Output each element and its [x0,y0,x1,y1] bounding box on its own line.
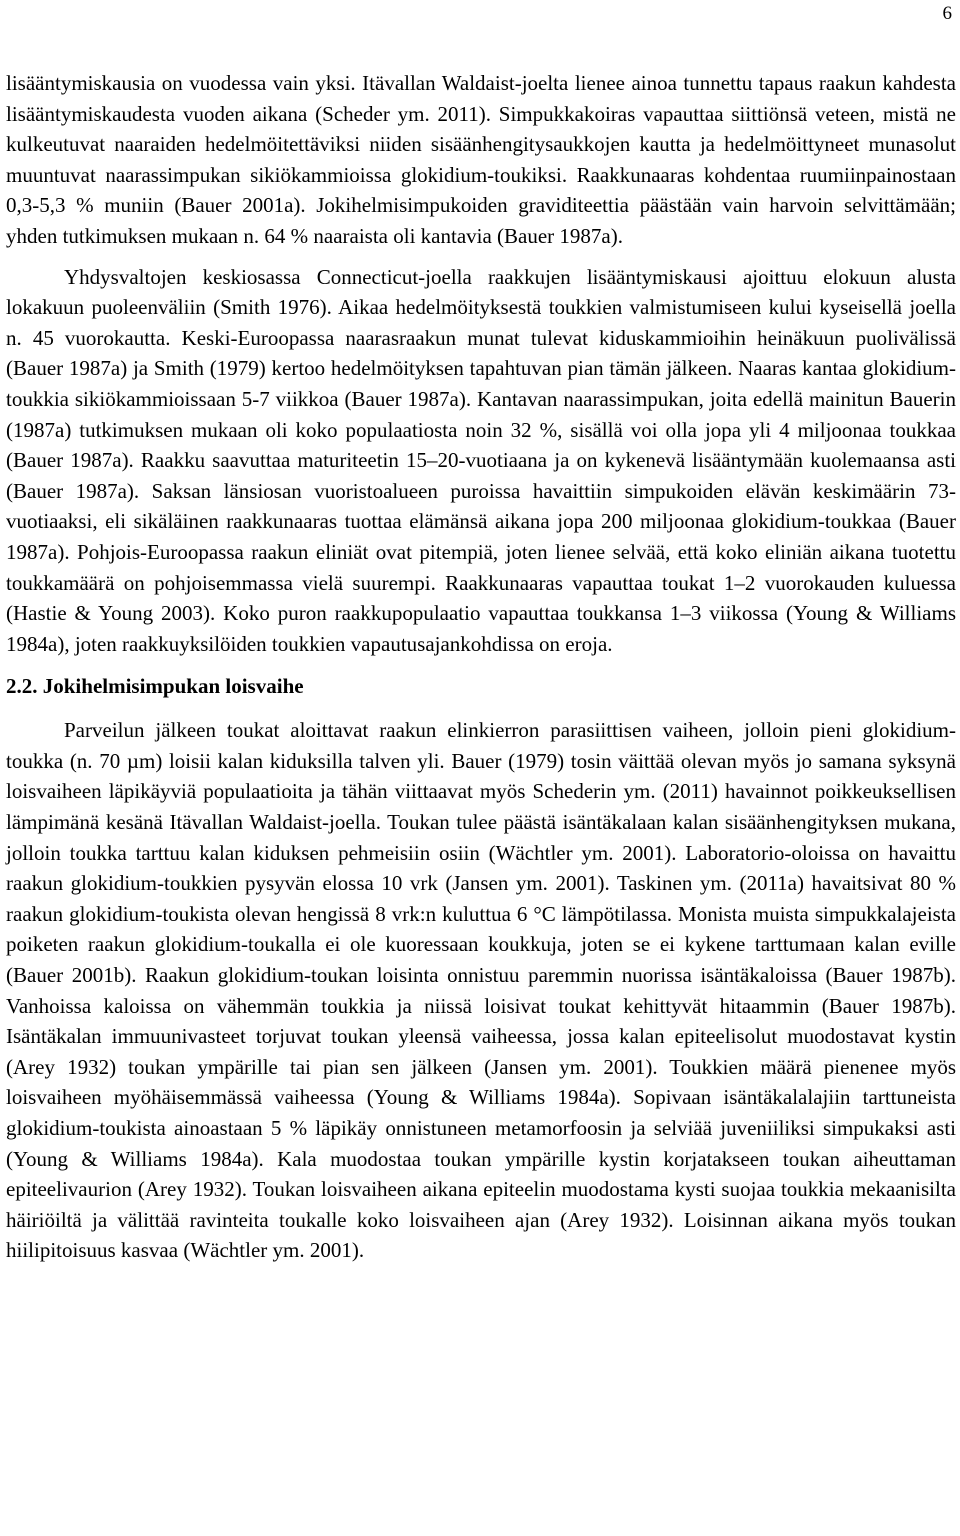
section-spacer [6,659,956,671]
document-body [6,68,956,1266]
paragraph-parasitic-phase: Parveilun jälkeen toukat aloittavat raakun elinkierron parasiittisen vaiheen, jolloin pieni glokidium-toukka (n. 70 µm) loisii kalan kiduksilla talven yli. Bauer (1979) tosin väittää olevan myös jo samana syksynä loisvaiheen läpikäyviä populaatioita ja tähän viittaavat myös Schederin ym. (2011) havainnot poikkeuksellisen lämpimänä kesänä Itävallan Waldaist-joella. Toukan tulee päästä isäntäkalaan kalan sisäänhengityksen mukana, jolloin toukka tarttuu kalan kiduksen pehmeisiin osiin (Wächtler ym. 2001). Laboratorio-oloissa on havaittu raakun glokidium-toukkien pysyvän elossa 10 vrk (Jansen ym. 2001). Taskinen ym. (2011a) havaitsivat 80 % raakun glokidium-toukista olevan hengissä 8 vrk:n kuluttua 6 °C lämpötilassa. Monista muista simpukkalajeista poiketen raakun glokidium-toukalla ei ole kuoressaan koukkuja, joten se ei kykene tarttumaan kalan eville (Bauer 2001b). Raakun glokidium-toukan loisinta onnistuu paremmin nuorissa isäntäkaloissa (Bauer 1987b). Vanhoissa kaloissa on vähemmän toukkia ja niissä loisivat toukat kehittyvät hitaammin (Bauer 1987b). Isäntäkalan immuunivasteet torjuvat toukan yleensä vaiheessa, jossa kalan epiteelisolut muodostavat kystin (Arey 1932) toukan ympärille tai pian sen jälkeen (Jansen ym. 2001). Toukkien määrä pienenee myös loisvaiheen myöhäisemmässä vaiheessa (Young & Williams 1984a). Sopivaan isäntäkalalajiin tarttuneista glokidium-toukista ainoastaan 5 % läpikäy onnistuneen metamorfoosin ja selviää juveniiliksi simpukaksi asti (Young & Williams 1984a). Kala muodostaa toukan ympärille kystin korjatakseen toukan aiheuttaman epiteelivaurion (Arey 1932). Toukan loisvaiheen aikana epiteelin muodostama kysti suojaa toukkia mekaanisilta häiriöiltä ja välittää ravinteita toukalle koko loisvaiheen ajan (Arey 1932). Loisinnan aikana myös toukan hiilipitoisuus kasvaa (Wächtler ym. 2001). [6,718,956,1263]
paragraph-spacer [6,252,956,262]
page-number: 6 [942,3,952,24]
section-heading: 2.2. Jokihelmisimpukan loisvaihe [6,674,304,699]
heading-spacer [6,701,956,715]
paragraph-reproduction: Yhdysvaltojen keskiosassa Connecticut-joella raakkujen lisääntymiskausi ajoittuu elokuun alusta lokakuun puoleenväliin (Smith 1976). Aikaa hedelmöityksestä toukkien valmistumiseen kului kyseisellä joella n. 45 vuorokautta. Keski-Euroopassa naarasraakun munat tulevat kiduskammioihin heinäkuun puolivälissä (Bauer 1987a) ja Smith (1979) kertoo hedelmöityksen tapahtuvan pian tämän jälkeen. Naaras kantaa glokidium-toukkia sikiökammioissaan 5-7 viikkoa (Bauer 1987a). Kantavan naarassimpukan, joita edellä mainitun Bauerin (1987a) tutkimuksen mukaan oli koko populaatiosta noin 32 %, sisällä voi olla jopa yli 4 miljoonaa toukkaa (Bauer 1987a). Raakku saavuttaa maturiteetin 15–20-vuotiaana ja on kykenevä lisääntymään kuolemaansa asti (Bauer 1987a). Saksan länsiosan vuoristoalueen puroissa havaittiin simpukoiden elävän keskimäärin 73-vuotiaaksi, eli sikäläinen raakkunaaras tuottaa elämänsä aikana jopa 200 miljoonaa glokidium-toukkaa (Bauer 1987a). Pohjois-Euroopassa raakun eliniät ovat pitempiä, joten lienee selvää, että koko eliniän aikana tuotettu toukkamäärä on pohjoisemmassa vielä suurempi. Raakkunaaras vapauttaa toukat 1–2 vuorokauden kuluessa (Hastie & Young 2003). Koko puron raakkupopulaatio vapauttaa toukkansa 1–3 viikossa (Young & Williams 1984a), joten raakkuyksilöiden toukkien vapautusajankohdissa on eroja. [6,264,956,656]
paragraph-continuation: lisääntymiskausia on vuodessa vain yksi. Itävallan Waldaist-joelta lienee ainoa tunnettu tapaus raakun kahdesta lisääntymiskaudesta vuoden aikana (Scheder ym. 2011). Simpukkakoiras vapauttaa siittiönsä veteen, mistä ne kulkeutuvat naaraiden hedelmöitettäviksi niiden sisäänhengitysaukkojen kautta ja hedelmöittyneet munasolut muuntuvat naarassimpukan sikiökammioissa glokidium-toukiksi. Raakkunaaras kohdentaa ruumiinpainostaan 0,3-5,3 % muniin (Bauer 2001a). Jokihelmisimpukoiden graviditeettia päästään vain harvoin selvittämään; yhden tutkimuksen mukaan n. 64 % naaraista oli kantavia (Bauer 1987a). [6,71,956,248]
